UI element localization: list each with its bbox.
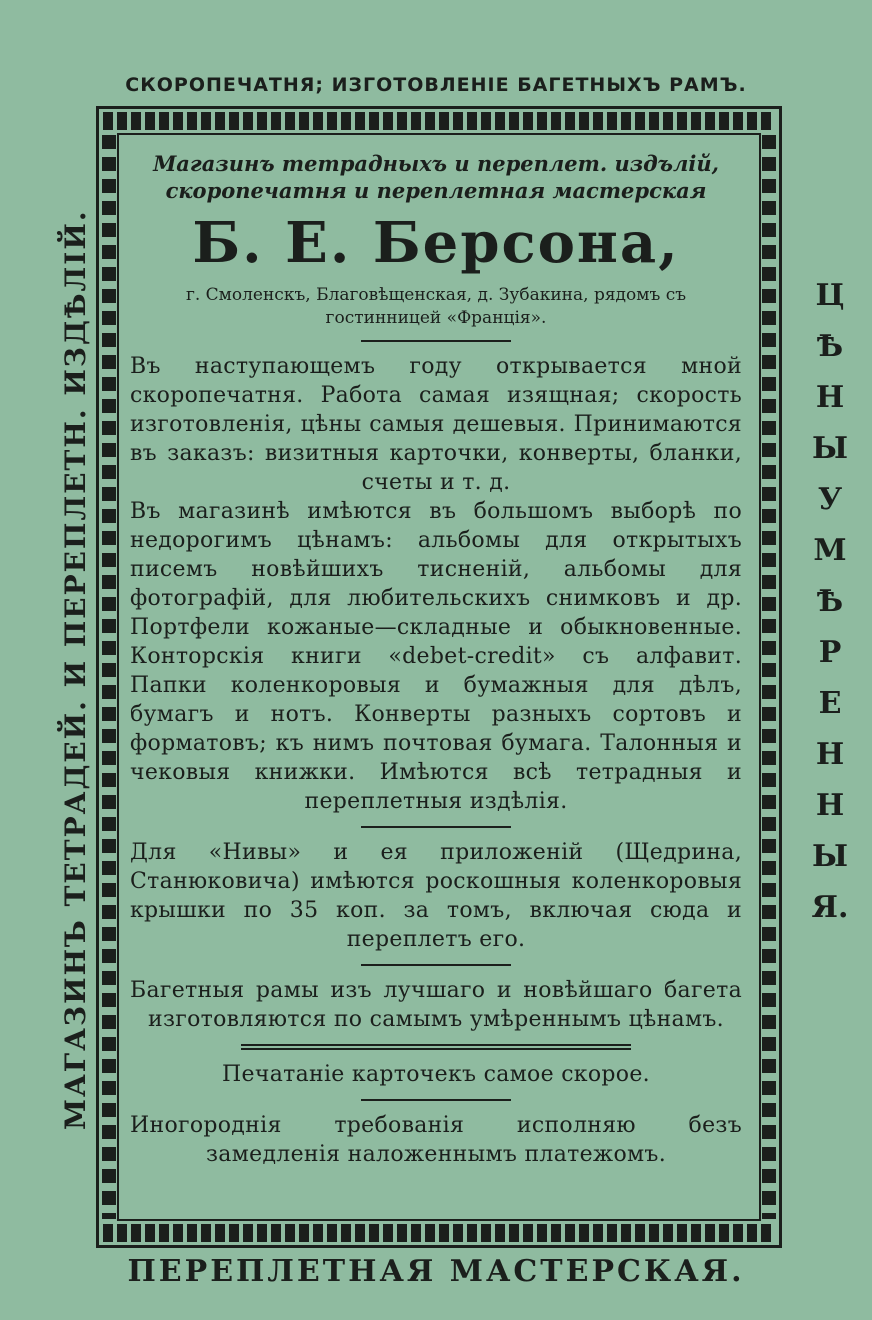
top-heading: СКОРОПЕЧАТНЯ; ИЗГОТОВЛЕНІЕ БАГЕТНЫХЪ РАМЪ. [125,74,747,96]
ornament-border-bottom [103,1224,775,1242]
right-letter: М [813,533,847,568]
divider [361,964,511,966]
right-letter: Ѣ [816,584,844,619]
right-letter: Р [818,635,842,670]
double-divider [241,1044,631,1050]
paragraph-cards: Печатаніе карточекъ самое скорое. [222,1062,650,1087]
right-letter: Ц [815,278,845,313]
ornament-border-right [762,135,776,1219]
paragraph-printing: Въ наступающемъ году открывается мной скоропечатня. Работа самая изящная; скорость изготовленія, цѣны самыя дешевыя. Принимаются въ заказъ: визитныя карточки, конверты, бланки, счеты и т. д. [130,354,742,495]
divider [361,340,511,342]
owner-name: Б. Е. Берсона, [192,210,680,276]
right-letter: Я. [811,890,849,925]
divider [361,826,511,828]
intro-line: Магазинъ тетрадныхъ и переплет. издълій, [153,151,719,176]
right-vertical-caption [810,270,850,933]
bottom-heading: ПЕРЕПЛЕТНАЯ МАСТЕРСКАЯ. [127,1254,745,1289]
advertisement-body [130,150,742,1169]
right-letter: У [817,482,843,517]
divider [361,1099,511,1101]
right-letter: Н [815,380,845,415]
left-vertical-caption: МАГАЗИНЪ ТЕТРАДЕЙ. И ПЕРЕПЛЕТН. ИЗДѢЛІЙ. [59,209,92,1130]
right-letter: Н [815,788,845,823]
intro-line: скоропечатня и переплетная мастерская [165,178,707,203]
address: г. Смоленскъ, Благовѣщенская, д. Зубакина, рядомъ съ гостинницей «Франція». [185,285,687,328]
right-letter: Н [815,737,845,772]
ornament-border-top [103,112,775,130]
right-letter: Е [818,686,842,721]
right-letter: Ы [811,839,849,874]
paragraph-shop: Въ магазинѣ имѣются въ большомъ выборѣ по недорогимъ цѣнамъ: альбомы для открытыхъ писемъ новѣйшихъ тисненій, альбомы для фотографій, для любительскихъ снимковъ и др. Портфели кожаные—складные и обыкновенные. Конторскія книги «debet-credit» съ алфавит. Папки коленкоровыя и бумажныя для дѣлъ, бумагъ и нотъ. Конверты разныхъ сортовъ и форматовъ; къ нимъ почтовая бумага. Талонныя и чековыя книжки. Имѣются всѣ тетрадныя и переплетныя издѣлія. [130,499,742,814]
paragraph-frames: Багетныя рамы изъ лучшаго и новѣйшаго багета изготовляются по самымъ умѣреннымъ цѣнамъ. [130,978,742,1032]
ornament-border-left [102,135,116,1219]
paragraph-mail-orders: Иногороднія требованія исполняю безъ замедленія наложеннымъ платежомъ. [130,1113,742,1167]
paragraph-niva: Для «Нивы» и ея приложеній (Щедрина, Станюковича) имѣются роскошныя коленкоровыя крышки по 35 коп. за томъ, включая сюда и переплетъ его. [130,840,742,952]
right-letter: Ѣ [816,329,844,364]
right-letter: Ы [811,431,849,466]
